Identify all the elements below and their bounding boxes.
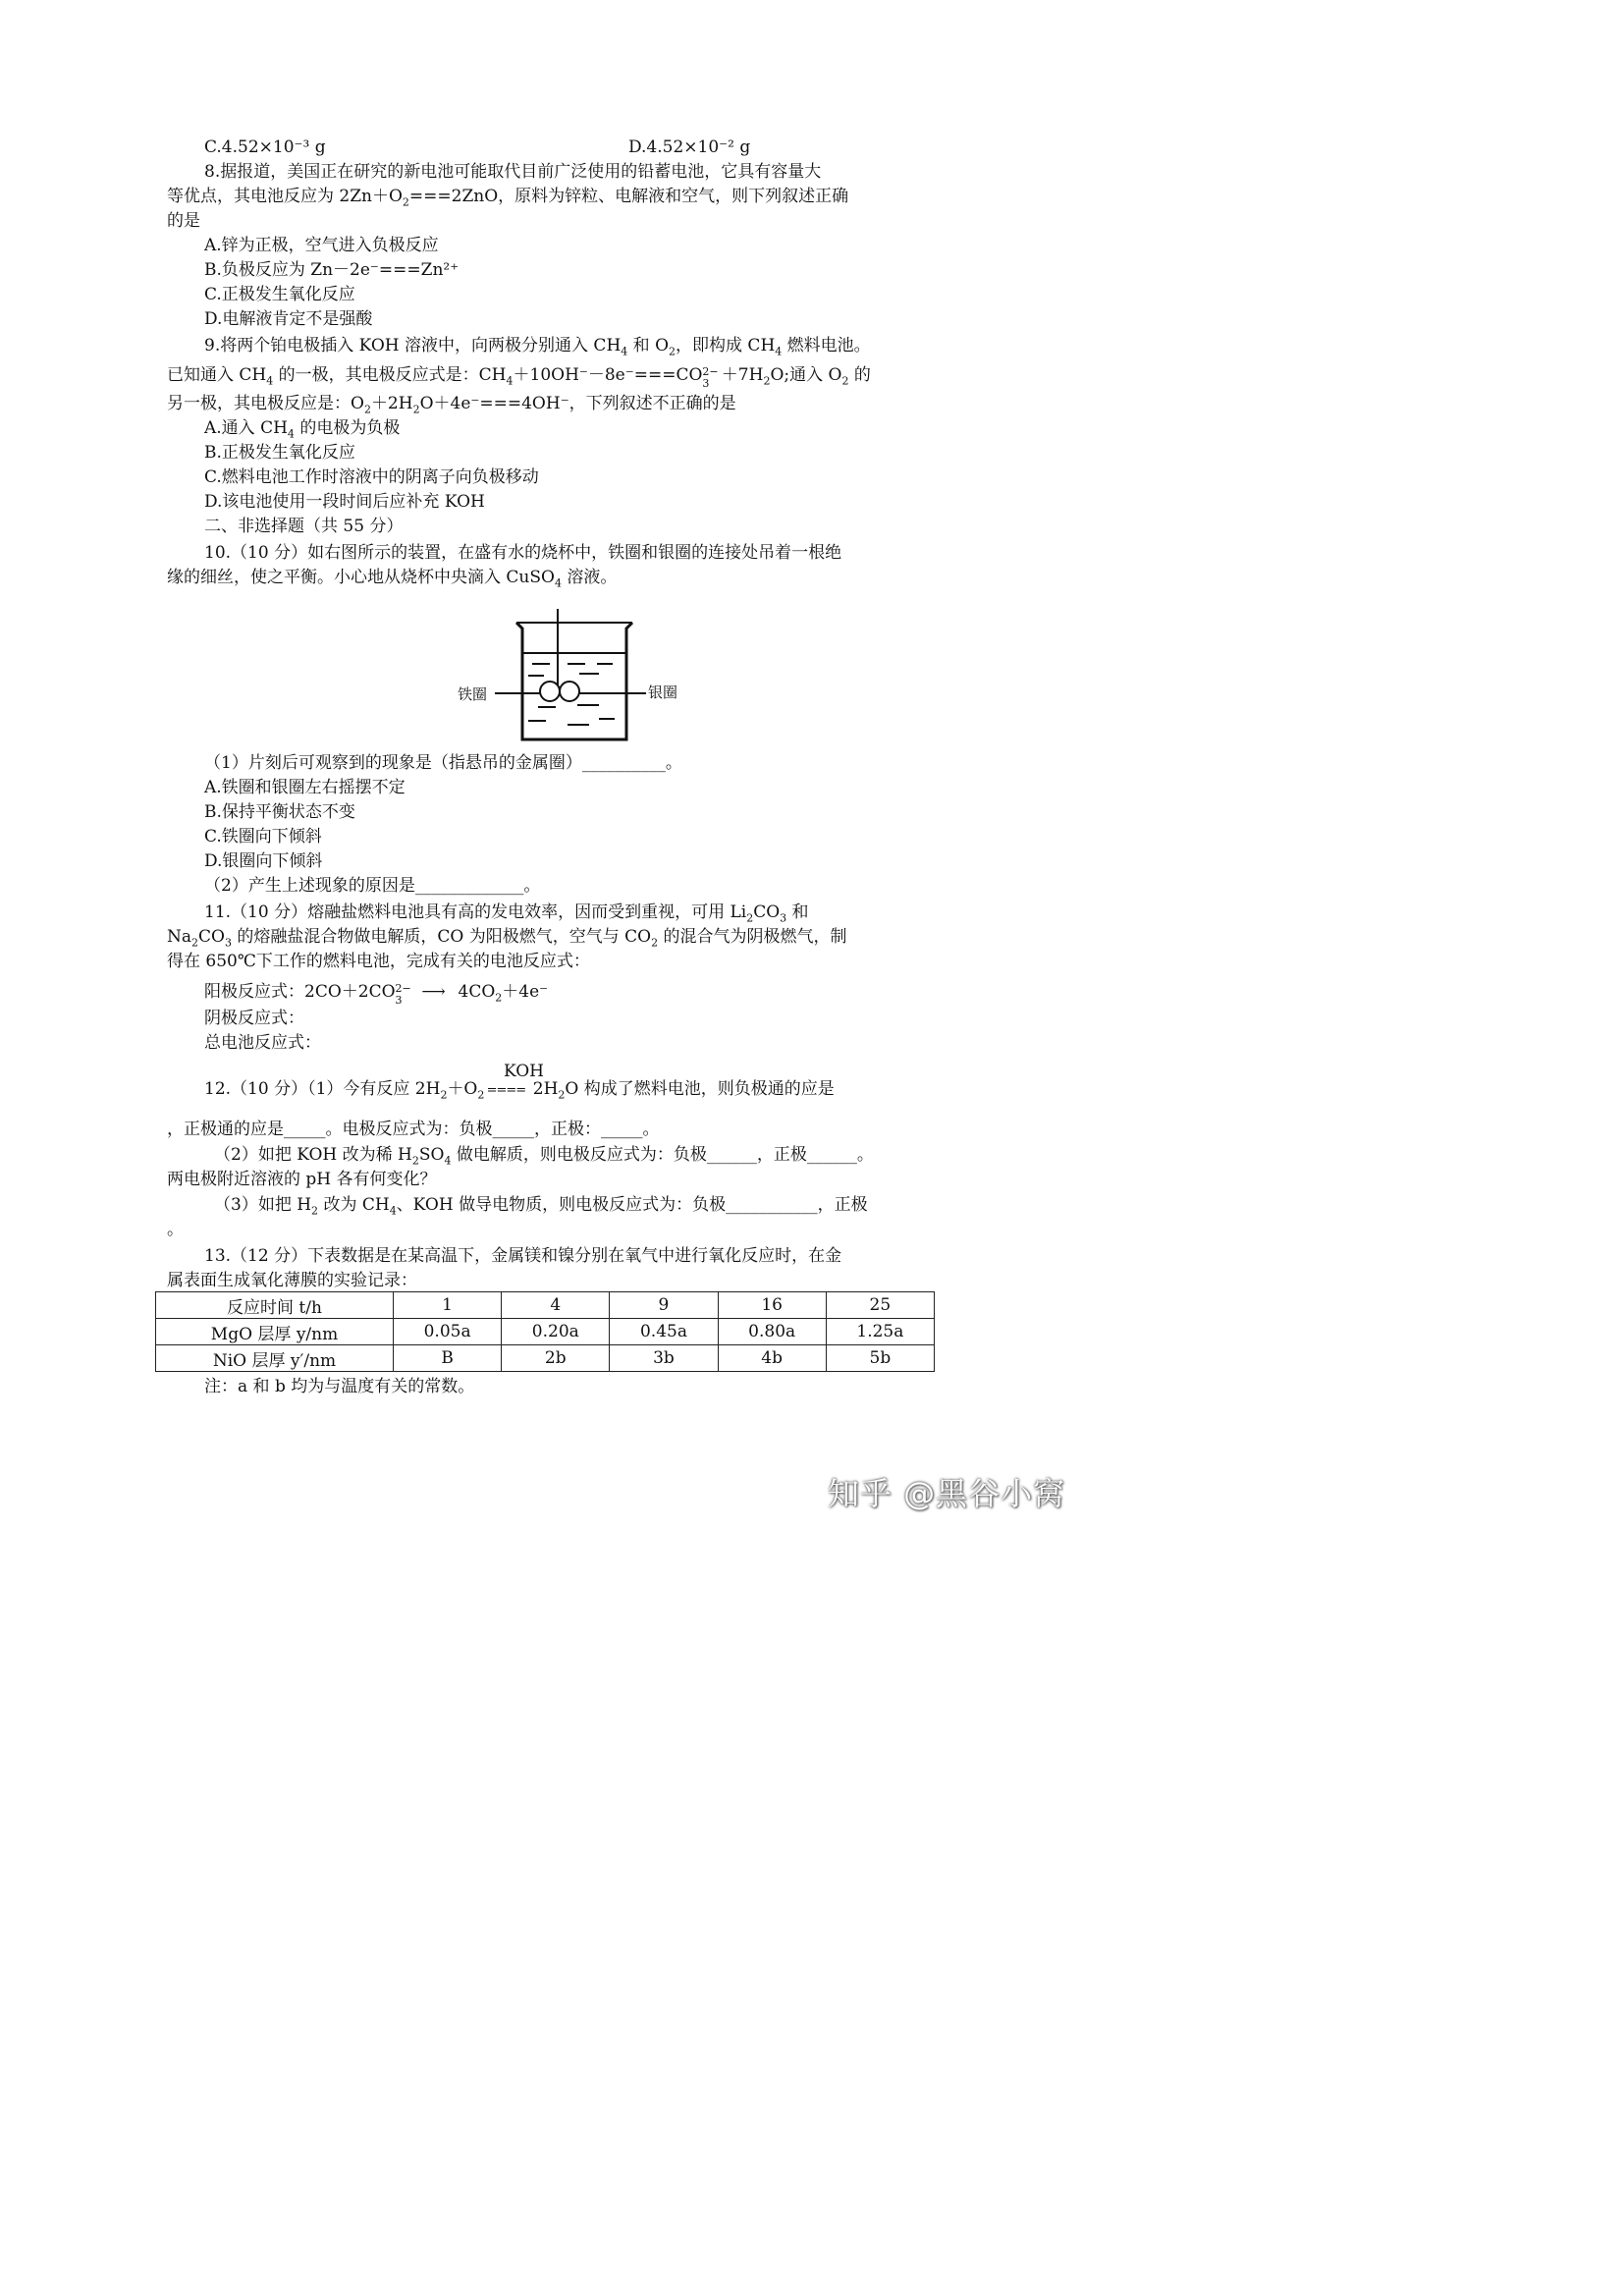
q11-stem-line1: 11.（10 分）熔融盐燃料电池具有高的发电效率，因而受到重视，可用 $Li_2CO_3$ 和 bbox=[204, 902, 809, 925]
iron-ring-label: 铁圈 bbox=[458, 685, 488, 703]
q11-anode-equation: 阳极反应式：2CO＋2CO 2− 3 ⟶ $4CO_2+4e^-$ bbox=[204, 981, 549, 1007]
q10-option-c: C.铁圈向下倾斜 bbox=[204, 827, 322, 847]
iron-ring bbox=[540, 682, 560, 701]
exam-page bbox=[0, 0, 1083, 1532]
q9-option-d: D.该电池使用一段时间后应补充 KOH bbox=[204, 492, 485, 512]
table-row: NiO 层厚 y′/nm B 2b 3b 4b 5b bbox=[156, 1345, 935, 1372]
q12-part3: （3）如把 $H_2$ 改为 $CH_4$、KOH 做导电物质，则电极反应式为：负极___________，正极 bbox=[214, 1195, 868, 1218]
equals-sign-icon: ==== bbox=[486, 1083, 526, 1098]
q10-stem-line2: 缘的细丝，使之平衡。小心地从烧杯中央滴入 CuSO$_4$ 溶液。 bbox=[167, 568, 618, 590]
table-row: 反应时间 t/h 1 4 9 16 25 bbox=[156, 1292, 935, 1319]
watermark: 知乎 @黑谷小窝 bbox=[828, 1475, 1066, 1512]
q13-note: 注：a 和 b 均为与温度有关的常数。 bbox=[204, 1377, 475, 1396]
q8-option-b: B.负极反应为 Zn－2e⁻===Zn²⁺ bbox=[204, 260, 460, 280]
silver-ring-label: 银圈 bbox=[648, 683, 678, 701]
q8-option-a: A.锌为正极，空气进入负极反应 bbox=[204, 236, 439, 255]
q11-stem-line2: $Na_2CO_3$ 的熔融盐混合物做电解质，CO 为阳极燃气，空气与 $CO_2$ 的混合气为阴极燃气，制 bbox=[167, 927, 847, 950]
q11-total: 总电池反应式： bbox=[204, 1033, 321, 1053]
q9-stem-line1: 9.将两个铂电极插入 KOH 溶液中，向两极分别通入 $CH_4$ 和 $O_2$，即构成 $CH_4$ 燃料电池。 bbox=[204, 336, 871, 358]
q11-cathode: 阴极反应式： bbox=[204, 1009, 304, 1028]
q12-stem-line2: ，正极通的应是_____。电极反应式为：负极_____，正极：_____。 bbox=[167, 1120, 660, 1139]
beaker-diagram bbox=[452, 609, 727, 751]
q9-option-c: C.燃料电池工作时溶液中的阴离子向负极移动 bbox=[204, 467, 539, 487]
q10-part2: （2）产生上述现象的原因是_____________。 bbox=[204, 876, 541, 896]
q8-stem-line1: 8.据报道，美国正在研究的新电池可能取代目前广泛使用的铅蓄电池，它具有容量大 bbox=[204, 162, 822, 182]
q9-option-a: A.通入 $CH_4$ 的电极为负极 bbox=[204, 418, 401, 441]
q10-stem-line1: 10.（10 分）如右图所示的装置，在盛有水的烧杯中，铁圈和银圈的连接处吊着一根绝 bbox=[204, 543, 842, 563]
q9-stem-line2: 已知通入 $CH_4$ 的一极，其电极反应式是：$CH_4+10OH^--8e^-===CO$ 2− 3 $+7H_2O$;通入 $O_2$ 的 bbox=[167, 364, 871, 390]
oxide-thickness-table bbox=[155, 1291, 935, 1372]
q12-koh-label: KOH bbox=[504, 1062, 545, 1081]
silver-ring bbox=[560, 682, 579, 701]
q7-option-c: C.4.52×10⁻³ g bbox=[204, 137, 326, 157]
q8-stem-line3: 的是 bbox=[167, 211, 200, 231]
q7-option-d: D.4.52×10⁻² g bbox=[628, 137, 751, 157]
reaction-arrow-icon: ⟶ bbox=[421, 982, 446, 1002]
q8-stem-line2: 等优点，其电池反应为 $2Zn+O_2===2ZnO$，原料为锌粒、电解液和空气，则下列叙述正确 bbox=[167, 187, 849, 209]
q12-stem-line1: 12.（10 分）（1）今有反应 $2H_2+O_2$ ==== $2H_2O$ 构成了燃料电池，则负极通的应是 bbox=[204, 1079, 835, 1102]
q12-part3-end: 。 bbox=[167, 1220, 184, 1239]
q12-part2: （2）如把 KOH 改为稀 $H_2SO_4$ 做电解质，则电极反应式为：负极______，正极______。 bbox=[214, 1145, 874, 1168]
q10-option-b: B.保持平衡状态不变 bbox=[204, 802, 355, 822]
section-heading: 二、非选择题（共 55 分） bbox=[204, 517, 404, 536]
q10-option-d: D.银圈向下倾斜 bbox=[204, 851, 323, 871]
q10-part1: （1）片刻后可观察到的现象是（指悬吊的金属圈）__________。 bbox=[204, 753, 682, 773]
table-row: MgO 层厚 y/nm 0.05a 0.20a 0.45a 0.80a 1.25a bbox=[156, 1319, 935, 1345]
q10-option-a: A.铁圈和银圈左右摇摆不定 bbox=[204, 778, 406, 797]
q8-option-d: D.电解液肯定不是强酸 bbox=[204, 309, 373, 329]
q8-option-c: C.正极发生氧化反应 bbox=[204, 285, 355, 304]
q13-stem-line2: 属表面生成氧化薄膜的实验记录： bbox=[167, 1271, 417, 1290]
q9-stem-line3: 另一极，其电极反应是：$O_2+2H_2O+4e^-===4OH^-$，下列叙述不正确的是 bbox=[167, 394, 736, 416]
q11-stem-line3: 得在 650℃下工作的燃料电池，完成有关的电池反应式： bbox=[167, 952, 590, 971]
q9-option-b: B.正极发生氧化反应 bbox=[204, 443, 355, 463]
q12-part2-ph: 两电极附近溶液的 pH 各有何变化？ bbox=[167, 1170, 437, 1189]
q13-stem-line1: 13.（12 分）下表数据是在某高温下，金属镁和镍分别在氧气中进行氧化反应时，在金 bbox=[204, 1246, 842, 1266]
